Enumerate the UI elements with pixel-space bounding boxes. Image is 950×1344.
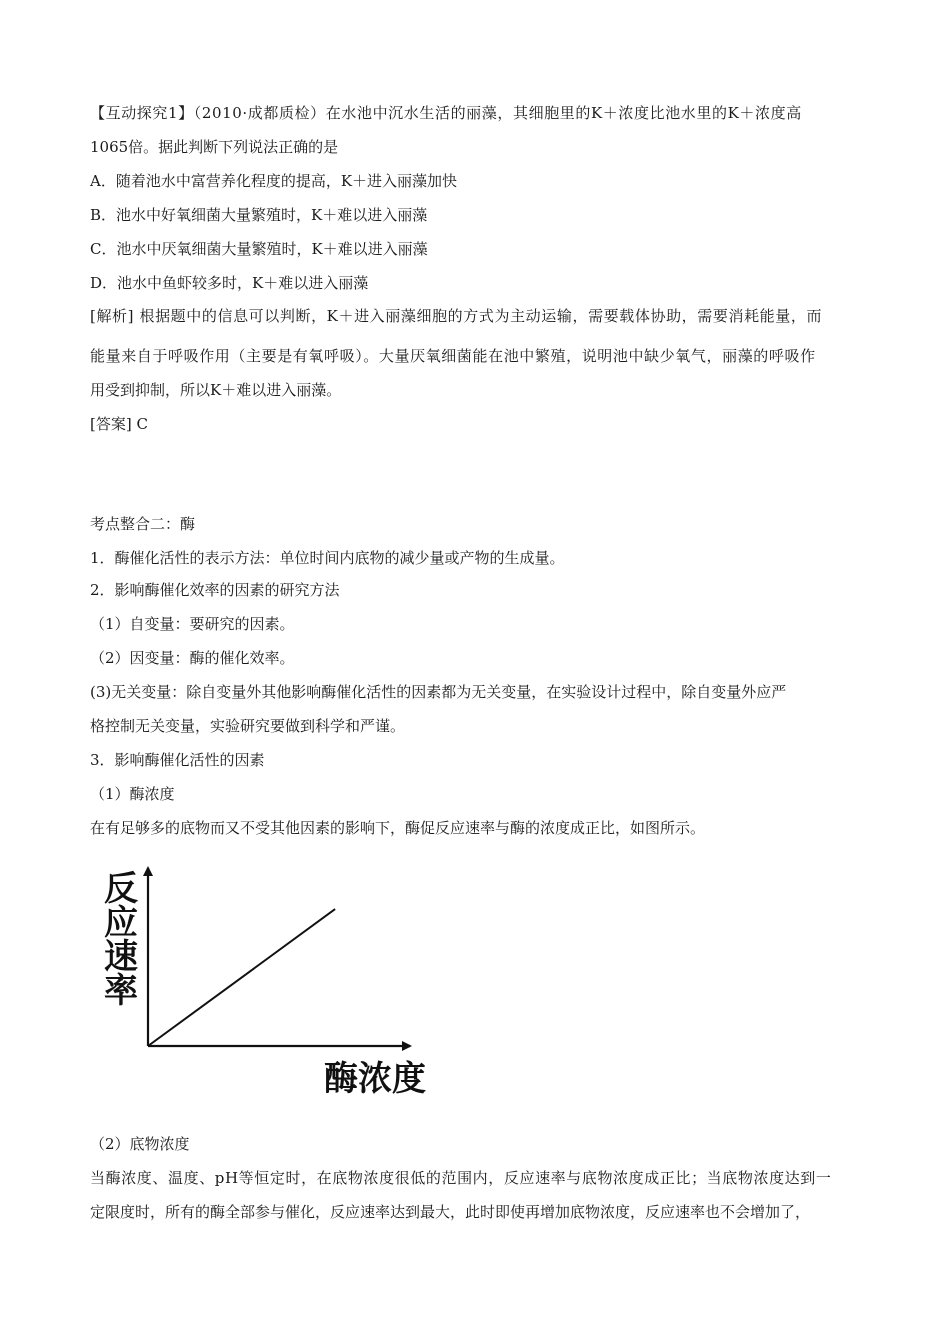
option-d: D．池水中鱼虾较多时，K＋难以进入丽藻: [90, 274, 369, 292]
sub-point-3-line-1: (3)无关变量：除自变量外其他影响酶催化活性的因素都为无关变量，在实验设计过程中，除自变量外应严: [90, 683, 787, 701]
substrate-concentration-line-1: 当酶浓度、温度、pH等恒定时，在底物浓度很低的范围内，反应速率与底物浓度成正比；当底物浓度达到一: [90, 1169, 832, 1187]
point-1: 1．酶催化活性的表示方法：单位时间内底物的减少量或产物的生成量。: [90, 549, 565, 567]
y-axis-label-char-1: 反: [104, 869, 138, 909]
sub-point-3-line-2: 格控制无关变量，实验研究要做到科学和严谨。: [90, 717, 406, 735]
enzyme-concentration-chart: [98, 862, 438, 1102]
question-stem-line-1: 【互动探究1】（2010·成都质检）在水池中沉水生活的丽藻，其细胞里的K＋浓度比池水里的K＋浓度高: [90, 104, 802, 122]
answer: [答案] C: [90, 415, 148, 433]
series-line-1: [148, 909, 335, 1046]
option-c: C．池水中厌氧细菌大量繁殖时，K＋难以进入丽藻: [90, 240, 428, 258]
point-3: 3．影响酶催化活性的因素: [90, 751, 265, 769]
analysis-line-2: 能量来自于呼吸作用（主要是有氧呼吸）。大量厌氧细菌能在池中繁殖，说明池中缺少氧气，丽藻的呼吸作: [90, 347, 816, 365]
sub-point-1: （1）自变量：要研究的因素。: [90, 615, 295, 633]
enzyme-concentration-heading: （1）酶浓度: [90, 785, 175, 803]
enzyme-concentration-text: 在有足够多的底物而又不受其他因素的影响下，酶促反应速率与酶的浓度成正比，如图所示。: [90, 819, 706, 837]
question-stem-line-2: 1065倍。据此判断下列说法正确的是: [90, 138, 339, 156]
sub-point-2: （2）因变量：酶的催化效率。: [90, 649, 295, 667]
y-axis-label-char-2: 应: [104, 903, 138, 943]
option-a: A．随着池水中富营养化程度的提高，K＋进入丽藻加快: [90, 172, 458, 190]
point-2: 2．影响酶催化效率的因素的研究方法: [90, 581, 340, 599]
section-title: 考点整合二：酶: [90, 515, 196, 533]
analysis-line-1: [解析] 根据题中的信息可以判断，K＋进入丽藻细胞的方式为主动运输，需要载体协助，需要消耗能量，而: [90, 307, 823, 325]
substrate-concentration-line-2: 定限度时，所有的酶全部参与催化，反应速率达到最大，此时即使再增加底物浓度，反应速率也不会增加了，: [90, 1203, 811, 1221]
analysis-line-3: 用受到抑制，所以K＋难以进入丽藻。: [90, 381, 342, 399]
option-b: B．池水中好氧细菌大量繁殖时，K＋难以进入丽藻: [90, 206, 428, 224]
x-axis-label: 酶浓度: [324, 1059, 426, 1099]
substrate-concentration-heading: （2）底物浓度: [90, 1135, 190, 1153]
y-axis-label-char-3: 速: [104, 937, 138, 977]
y-axis-label-char-4: 率: [104, 971, 138, 1011]
